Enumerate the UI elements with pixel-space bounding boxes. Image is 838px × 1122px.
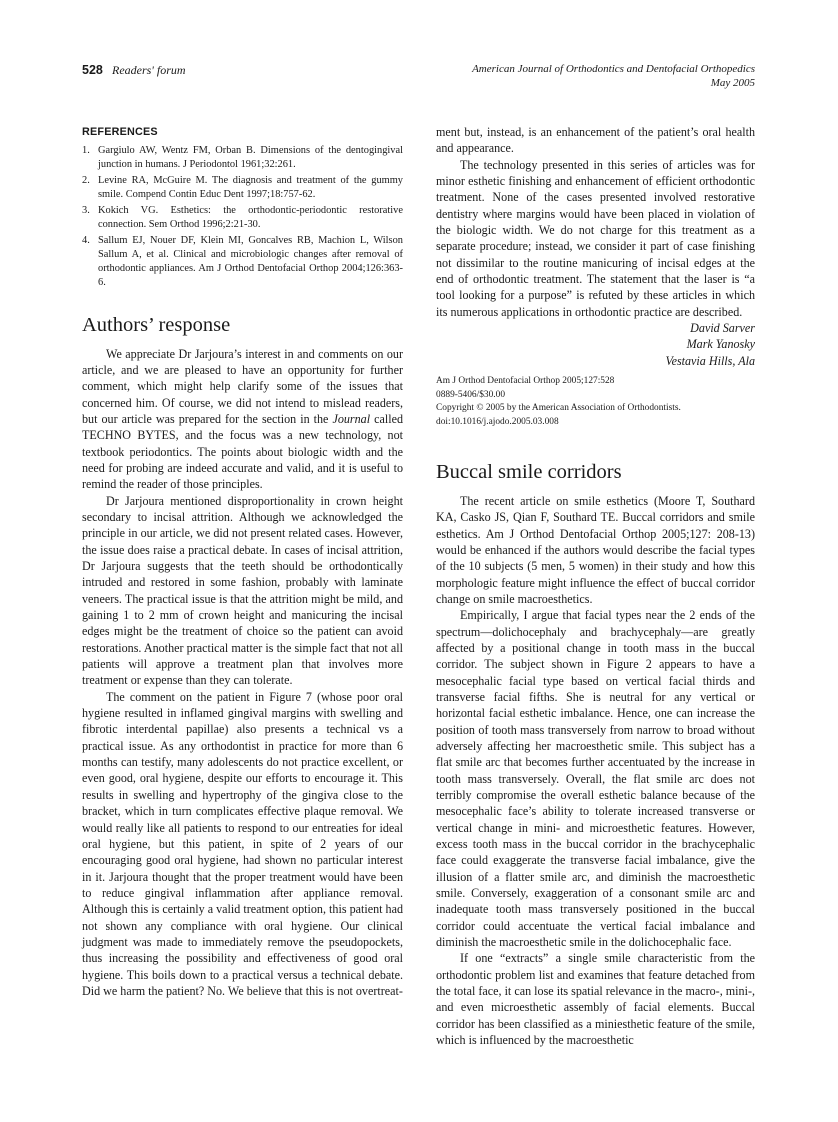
signature-author-1: David Sarver: [690, 321, 755, 336]
citation-copyright: Copyright © 2005 by the American Association of Orthodontists.: [436, 403, 681, 414]
paragraph-text: called TECHNO BYTES, and the focus was a new technology, not textbook periodontics. The points about biologic width and the need for probing are indeed accurate and valid, and it is useful to remind the reader of those principles.: [82, 411, 403, 492]
authors-response-paragraph-4: The technology presented in this series of articles was for minor esthetic finishing and enhancement of efficient orthodontic treatment. None of the cases presented involved restorative dentistry where margins would have been placed in violation of the biologic width. We do not charge for this treatment as a separate procedure; instead, we consider it part of case finishing not dissimilar to the routine manicuring of incisal edges at the end of orthodontic treatment. The statement that the laser is “a tool looking for a purpose” is refuted by these articles in which its numerous applications in orthodontic practice are described.: [436, 157, 755, 319]
buccal-paragraph-3: If one “extracts” a single smile characteristic from the orthodontic problem list and examines that feature detached from the total face, it can lose its spatial relevance in the macro-, mini-, and even microesthetic assembly of facial elements. Buccal corridor has been classified as a miniesthetic feature of the smile, which is influenced by the macroesthetic: [436, 951, 755, 1048]
reference-item: [82, 234, 403, 291]
buccal-paragraph-2: Empirically, I argue that facial types near the 2 ends of the spectrum—dolichocephaly and brachycephaly—are greatly affected by a positional change in tooth mass in the buccal corridor. The subject shown in Figure 2 appears to have a mesocephalic facial type based on vertical facial thirds and transverse facial fifths. She is neutral for any vertical or horizontal facial esthetic imbalance. Hence, one can increase the position of tooth mass transversely from narrow to broad without adversely affecting her macroesthetic smile. This subject has a flat smile arc that becomes further accentuated by the increase in tooth mass transversely. Overall, the flat smile arc does not terribly compromise the overall esthetic balance because of the mesocephalic face’s ability to tolerate increased transverse or vertical change in mini- and microesthetic features. However, excess tooth mass in the buccal corridor in the brachycephalic face could exaggerate the transverse facial imbalance, give the illusion of a flatter smile arc, and diminish the macroesthetic smile. Conversely, exaggeration of a consonant smile arc and inadequate tooth mass transversely positioned in the buccal corridor could accentuate the vertical facial imbalance and diminish the macroesthetic smile in the dolichocephalic face.: [436, 608, 755, 950]
header-right: [472, 63, 755, 90]
reference-text: Kokich VG. Esthetics: the orthodontic-periodontic restorative connection. Sem Orthod 1996;2:21-30.: [98, 204, 403, 231]
reference-number: 2.: [82, 174, 90, 186]
authors-response-paragraph-3: The comment on the patient in Figure 7 (whose poor oral hygiene resulted in inflamed gingival margins with swelling and fibrotic interdental papillae) also presents a technical vs a practical issue. As any orthodontist in practice for more than 6 months can testify, many adolescents do not practice excellent, or even good, oral hygiene, despite our efforts to encourage it. This results in swelling and hypertrophy of the gingiva close to the bracket, which in turn complicates effective plaque removal. We would really like all patients to respond to our entreaties for ideal oral hygiene, but this patient, in spite of 2 years of our encouraging good oral hygiene, had shown no particular interest in it. Jarjoura thought that the proper treatment would have been to reduce gingival inflammation after appliance removal. Although this is certainly a valid treatment option, this patient had not shown any compliance with oral hygiene. Our clinical judgment was made to immediately remove the pseudopockets, thus increasing the possibility and effectiveness of good oral hygiene. This boils down to a practical versus a technical debate. Did we harm the patient? No. We believe that this is not overtreat-: [82, 689, 403, 998]
section-name: Readers' forum: [111, 63, 186, 77]
signature-location: Vestavia Hills, Ala: [665, 353, 755, 368]
reference-number: 4.: [82, 234, 90, 246]
reference-number: 1.: [82, 145, 90, 156]
right-column: [436, 124, 755, 1049]
citation-ref: Am J Orthod Dentofacial Orthop 2005;127:528: [436, 376, 615, 387]
authors-response-paragraph-3-continued: ment but, instead, is an enhancement of the patient’s oral health and appearance.: [436, 125, 755, 156]
reference-item: [82, 204, 403, 232]
reference-text: Sallum EJ, Nouer DF, Klein MI, Goncalves RB, Machion L, Wilson Sallum A, et al. Clinical and microbiologic changes after removal of orthodontic appliances. Am J Orthod Dentofacial Orthop 2004;126:363-6.: [98, 234, 403, 289]
reference-text: Levine RA, McGuire M. The diagnosis and treatment of the gummy smile. Compend Contin Educ Dent 1997;18:757-62.: [98, 174, 403, 201]
citation-block: [436, 375, 755, 430]
buccal-heading: Buccal smile corridors: [436, 460, 622, 483]
references-list: [82, 144, 403, 291]
authors-response-paragraph-2: Dr Jarjoura mentioned disproportionality in crown height secondary to incisal attrition. Although we acknowledged the principle in our article, we did not present related cases. However, the issue does raise a practical debate. In cases of incisal attrition, Dr Jarjoura suggests that the teeth should be orthodontically intruded and restored in some fashion, probably with laminate veneers. The practical issue is that the attrition might be mild, and gaining 1 to 2 mm of crown height and manicuring the incisal edges might be the treatment of choice so the patient can avoid restorations. Another practical matter is the simple fact that not all patients will approve a treatment plan that involves more treatment or expense than they can tolerate.: [82, 493, 403, 688]
issue-date: May 2005: [710, 76, 755, 89]
left-column: [82, 124, 403, 999]
citation-price: 0889-5406/$30.00: [436, 389, 506, 400]
page-header: [82, 60, 755, 96]
paragraph-text: We appreciate Dr Jarjoura’s interest in and comments on our article, and we are pleased to have an opportunity for further comment, which might help clarify some of the issues that concerned him. Of course, we did not intend to mislead readers, but our article was prepared for the section in the: [82, 346, 403, 426]
buccal-paragraph-1: The recent article on smile esthetics (Moore T, Southard KA, Casko JS, Qian F, Southard TE. Buccal corridors and smile esthetics. Am J Orthod Dentofacial Orthop 2005;127: 208-13) would be enhanced if the authors would describe the facial types of the 10 subjects (5 men, 5 women) in their study and how this morphologic feature might influence the effect of buccal corridor change on smile macroesthetics.: [436, 493, 755, 606]
reference-text: Gargiulo AW, Wentz FM, Orban B. Dimensions of the dentogingival junction in humans. J Periodontol 1961;32:261.: [98, 145, 403, 171]
citation-doi[interactable]: doi:10.1016/j.ajodo.2005.03.008: [436, 417, 559, 428]
authors-response-paragraph-1: [82, 346, 403, 493]
journal-title: American Journal of Orthodontics and Dentofacial Orthopedics: [472, 63, 755, 75]
page-number: 528: [82, 63, 103, 77]
signature-author-2: Mark Yanosky: [686, 337, 755, 352]
journal-italic: Journal: [332, 411, 371, 426]
header-left: [82, 63, 186, 78]
signature-block: [436, 320, 755, 369]
authors-response-heading: Authors’ response: [82, 313, 231, 336]
references-heading: REFERENCES: [82, 126, 158, 138]
reference-item: [82, 174, 403, 202]
reference-number: 3.: [82, 204, 90, 216]
reference-item: [82, 144, 403, 172]
